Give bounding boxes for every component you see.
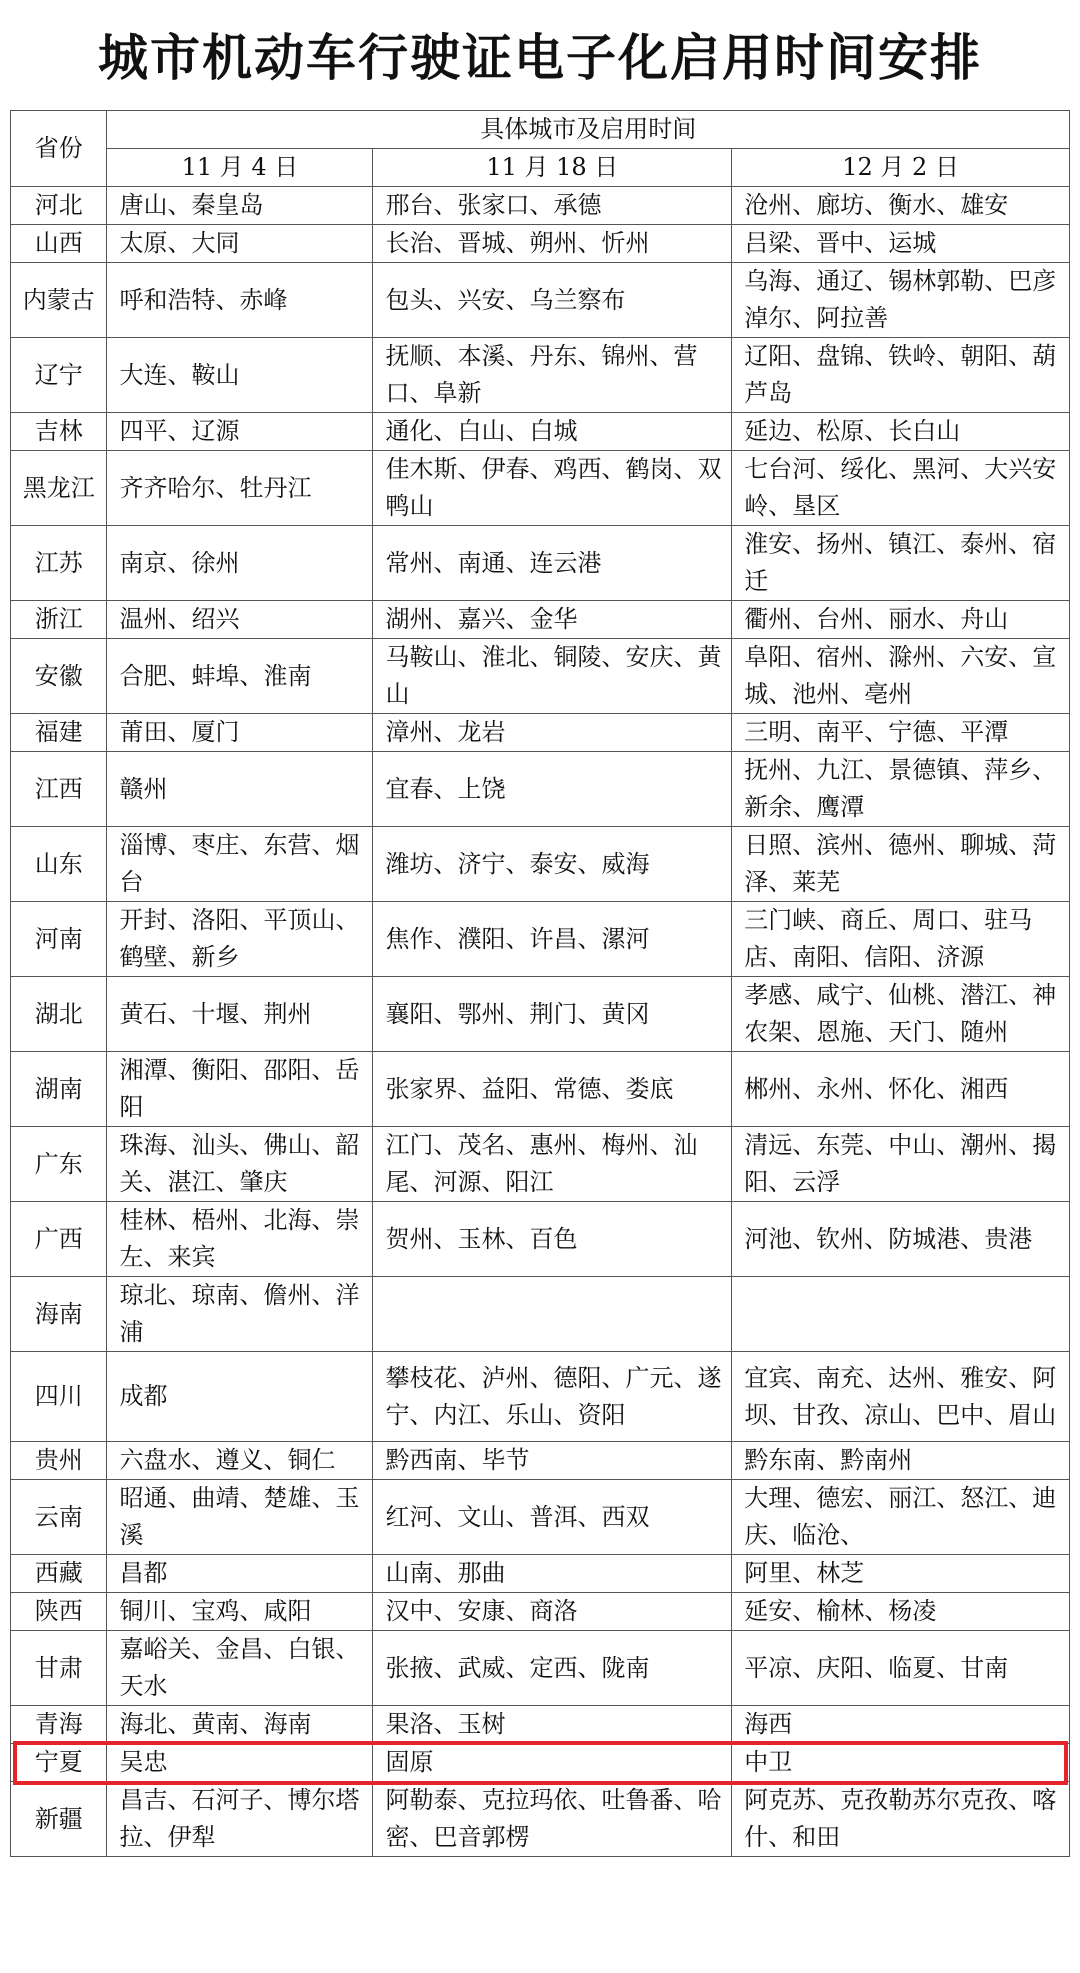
cities-nov4-cell: 唐山、秦皇岛 <box>107 187 373 225</box>
cities-nov18-cell: 宜春、上饶 <box>373 752 732 827</box>
table-row <box>11 1052 1070 1127</box>
cities-dec2-cell: 黔东南、黔南州 <box>732 1442 1070 1480</box>
page-title: 城市机动车行驶证电子化启用时间安排 <box>98 29 982 87</box>
cities-nov4-cell: 莆田、厦门 <box>107 714 373 752</box>
cities-nov4-cell: 海北、黄南、海南 <box>107 1706 373 1744</box>
cities-nov4-cell: 湘潭、衡阳、邵阳、岳阳 <box>107 1052 373 1127</box>
cities-nov18-cell: 长治、晋城、朔州、忻州 <box>373 225 732 263</box>
table-row <box>11 263 1070 338</box>
province-cell: 河南 <box>11 902 107 977</box>
cities-dec2-cell: 孝感、咸宁、仙桃、潜江、神农架、恩施、天门、随州 <box>732 977 1070 1052</box>
group-header: 具体城市及启用时间 <box>107 111 1070 149</box>
cities-dec2-cell: 三门峡、商丘、周口、驻马店、南阳、信阳、济源 <box>732 902 1070 977</box>
cities-dec2-cell: 海西 <box>732 1706 1070 1744</box>
cities-nov4-cell: 桂林、梧州、北海、崇左、来宾 <box>107 1202 373 1277</box>
cities-nov4-cell: 黄石、十堰、荆州 <box>107 977 373 1052</box>
cities-nov18-cell: 汉中、安康、商洛 <box>373 1593 732 1631</box>
cities-dec2-cell: 辽阳、盘锦、铁岭、朝阳、葫芦岛 <box>732 338 1070 413</box>
cities-dec2-cell: 延边、松原、长白山 <box>732 413 1070 451</box>
date-header-3: 12 月 2 日 <box>732 149 1070 187</box>
cities-dec2-cell: 中卫 <box>732 1744 1070 1782</box>
cities-nov18-cell: 马鞍山、淮北、铜陵、安庆、黄山 <box>373 639 732 714</box>
table-row <box>11 1593 1070 1631</box>
date-header-1: 11 月 4 日 <box>107 149 373 187</box>
province-cell: 浙江 <box>11 601 107 639</box>
cities-dec2-cell: 吕梁、晋中、运城 <box>732 225 1070 263</box>
cities-dec2-cell: 淮安、扬州、镇江、泰州、宿迁 <box>732 526 1070 601</box>
cities-nov4-cell: 琼北、琼南、儋州、洋浦 <box>107 1277 373 1352</box>
table-row <box>11 639 1070 714</box>
province-cell: 黑龙江 <box>11 451 107 526</box>
table-row <box>11 1480 1070 1555</box>
cities-nov4-cell: 六盘水、遵义、铜仁 <box>107 1442 373 1480</box>
province-cell: 甘肃 <box>11 1631 107 1706</box>
table-row <box>11 977 1070 1052</box>
cities-dec2-cell: 日照、滨州、德州、聊城、菏泽、莱芜 <box>732 827 1070 902</box>
cities-nov18-cell: 张家界、益阳、常德、娄底 <box>373 1052 732 1127</box>
province-cell: 海南 <box>11 1277 107 1352</box>
province-cell: 青海 <box>11 1706 107 1744</box>
cities-dec2-cell: 三明、南平、宁德、平潭 <box>732 714 1070 752</box>
cities-nov4-cell: 昌吉、石河子、博尔塔拉、伊犁 <box>107 1782 373 1857</box>
cities-nov18-cell: 红河、文山、普洱、西双 <box>373 1480 732 1555</box>
cities-nov18-cell: 常州、南通、连云港 <box>373 526 732 601</box>
cities-nov4-cell: 南京、徐州 <box>107 526 373 601</box>
table-row <box>11 338 1070 413</box>
table-row <box>11 1631 1070 1706</box>
province-cell: 河北 <box>11 187 107 225</box>
table-row <box>11 827 1070 902</box>
cities-dec2-cell: 郴州、永州、怀化、湘西 <box>732 1052 1070 1127</box>
table-row <box>11 1706 1070 1744</box>
province-cell: 江西 <box>11 752 107 827</box>
table-row <box>11 526 1070 601</box>
province-cell: 宁夏 <box>11 1744 107 1782</box>
cities-nov18-cell: 漳州、龙岩 <box>373 714 732 752</box>
province-cell: 广西 <box>11 1202 107 1277</box>
province-cell: 内蒙古 <box>11 263 107 338</box>
province-cell: 山西 <box>11 225 107 263</box>
cities-dec2-cell: 宜宾、南充、达州、雅安、阿坝、甘孜、凉山、巴中、眉山 <box>732 1352 1070 1442</box>
schedule-table <box>10 110 1070 1857</box>
cities-nov4-cell: 昭通、曲靖、楚雄、玉溪 <box>107 1480 373 1555</box>
cities-nov18-cell: 果洛、玉树 <box>373 1706 732 1744</box>
table-row <box>11 601 1070 639</box>
province-cell: 云南 <box>11 1480 107 1555</box>
cities-dec2-cell <box>732 1277 1070 1352</box>
province-cell: 四川 <box>11 1352 107 1442</box>
cities-dec2-cell: 平凉、庆阳、临夏、甘南 <box>732 1631 1070 1706</box>
cities-dec2-cell: 延安、榆林、杨凌 <box>732 1593 1070 1631</box>
cities-nov4-cell: 开封、洛阳、平顶山、鹤壁、新乡 <box>107 902 373 977</box>
cities-dec2-cell: 衢州、台州、丽水、舟山 <box>732 601 1070 639</box>
cities-nov4-cell: 嘉峪关、金昌、白银、天水 <box>107 1631 373 1706</box>
cities-dec2-cell: 阿里、林芝 <box>732 1555 1070 1593</box>
cities-nov18-cell: 佳木斯、伊春、鸡西、鹤岗、双鸭山 <box>373 451 732 526</box>
cities-nov4-cell: 铜川、宝鸡、咸阳 <box>107 1593 373 1631</box>
cities-nov18-cell: 江门、茂名、惠州、梅州、汕尾、河源、阳江 <box>373 1127 732 1202</box>
cities-nov4-cell: 成都 <box>107 1352 373 1442</box>
table-row <box>11 1352 1070 1442</box>
province-cell: 新疆 <box>11 1782 107 1857</box>
table-row <box>11 714 1070 752</box>
cities-nov4-cell: 呼和浩特、赤峰 <box>107 263 373 338</box>
cities-nov18-cell: 邢台、张家口、承德 <box>373 187 732 225</box>
cities-nov4-cell: 赣州 <box>107 752 373 827</box>
cities-dec2-cell: 大理、德宏、丽江、怒江、迪庆、临沧、 <box>732 1480 1070 1555</box>
province-cell: 广东 <box>11 1127 107 1202</box>
table-row <box>11 1442 1070 1480</box>
province-cell: 湖南 <box>11 1052 107 1127</box>
cities-nov4-cell: 淄博、枣庄、东营、烟台 <box>107 827 373 902</box>
cities-nov4-cell: 太原、大同 <box>107 225 373 263</box>
cities-nov4-cell: 合肥、蚌埠、淮南 <box>107 639 373 714</box>
cities-nov4-cell: 四平、辽源 <box>107 413 373 451</box>
cities-dec2-cell: 河池、钦州、防城港、贵港 <box>732 1202 1070 1277</box>
cities-dec2-cell: 抚州、九江、景德镇、萍乡、新余、鹰潭 <box>732 752 1070 827</box>
table-row <box>11 225 1070 263</box>
cities-dec2-cell: 清远、东莞、中山、潮州、揭阳、云浮 <box>732 1127 1070 1202</box>
cities-dec2-cell: 阿克苏、克孜勒苏尔克孜、喀什、和田 <box>732 1782 1070 1857</box>
cities-nov18-cell: 固原 <box>373 1744 732 1782</box>
province-cell: 贵州 <box>11 1442 107 1480</box>
province-cell: 江苏 <box>11 526 107 601</box>
table-row <box>11 1202 1070 1277</box>
table-row <box>11 752 1070 827</box>
cities-nov18-cell: 山南、那曲 <box>373 1555 732 1593</box>
cities-nov18-cell <box>373 1277 732 1352</box>
cities-nov18-cell: 攀枝花、泸州、德阳、广元、遂宁、内江、乐山、资阳 <box>373 1352 732 1442</box>
cities-nov18-cell: 张掖、武威、定西、陇南 <box>373 1631 732 1706</box>
cities-nov4-cell: 大连、鞍山 <box>107 338 373 413</box>
cities-nov4-cell: 珠海、汕头、佛山、韶关、湛江、肇庆 <box>107 1127 373 1202</box>
province-cell: 辽宁 <box>11 338 107 413</box>
cities-nov18-cell: 抚顺、本溪、丹东、锦州、营口、阜新 <box>373 338 732 413</box>
table-row <box>11 1782 1070 1857</box>
table-row <box>11 1277 1070 1352</box>
cities-nov18-cell: 襄阳、鄂州、荆门、黄冈 <box>373 977 732 1052</box>
cities-nov18-cell: 阿勒泰、克拉玛依、吐鲁番、哈密、巴音郭楞 <box>373 1782 732 1857</box>
cities-nov4-cell: 温州、绍兴 <box>107 601 373 639</box>
table-row <box>11 1127 1070 1202</box>
cities-dec2-cell: 阜阳、宿州、滁州、六安、宣城、池州、亳州 <box>732 639 1070 714</box>
table-row <box>11 902 1070 977</box>
province-header: 省份 <box>11 111 107 187</box>
table-body <box>11 187 1070 1857</box>
table-row <box>11 413 1070 451</box>
cities-dec2-cell: 乌海、通辽、锡林郭勒、巴彦淖尔、阿拉善 <box>732 263 1070 338</box>
province-cell: 湖北 <box>11 977 107 1052</box>
province-cell: 吉林 <box>11 413 107 451</box>
cities-dec2-cell: 沧州、廊坊、衡水、雄安 <box>732 187 1070 225</box>
cities-nov18-cell: 通化、白山、白城 <box>373 413 732 451</box>
cities-nov4-cell: 齐齐哈尔、牡丹江 <box>107 451 373 526</box>
table-row <box>11 1744 1070 1782</box>
province-cell: 山东 <box>11 827 107 902</box>
cities-dec2-cell: 七台河、绥化、黑河、大兴安岭、垦区 <box>732 451 1070 526</box>
cities-nov18-cell: 黔西南、毕节 <box>373 1442 732 1480</box>
cities-nov18-cell: 包头、兴安、乌兰察布 <box>373 263 732 338</box>
cities-nov18-cell: 湖州、嘉兴、金华 <box>373 601 732 639</box>
cities-nov4-cell: 吴忠 <box>107 1744 373 1782</box>
cities-nov18-cell: 潍坊、济宁、泰安、威海 <box>373 827 732 902</box>
table-row <box>11 451 1070 526</box>
province-cell: 西藏 <box>11 1555 107 1593</box>
table-row <box>11 187 1070 225</box>
province-cell: 安徽 <box>11 639 107 714</box>
cities-nov18-cell: 贺州、玉林、百色 <box>373 1202 732 1277</box>
province-cell: 福建 <box>11 714 107 752</box>
cities-nov4-cell: 昌都 <box>107 1555 373 1593</box>
date-header-2: 11 月 18 日 <box>373 149 732 187</box>
cities-nov18-cell: 焦作、濮阳、许昌、漯河 <box>373 902 732 977</box>
table-row <box>11 1555 1070 1593</box>
province-cell: 陕西 <box>11 1593 107 1631</box>
